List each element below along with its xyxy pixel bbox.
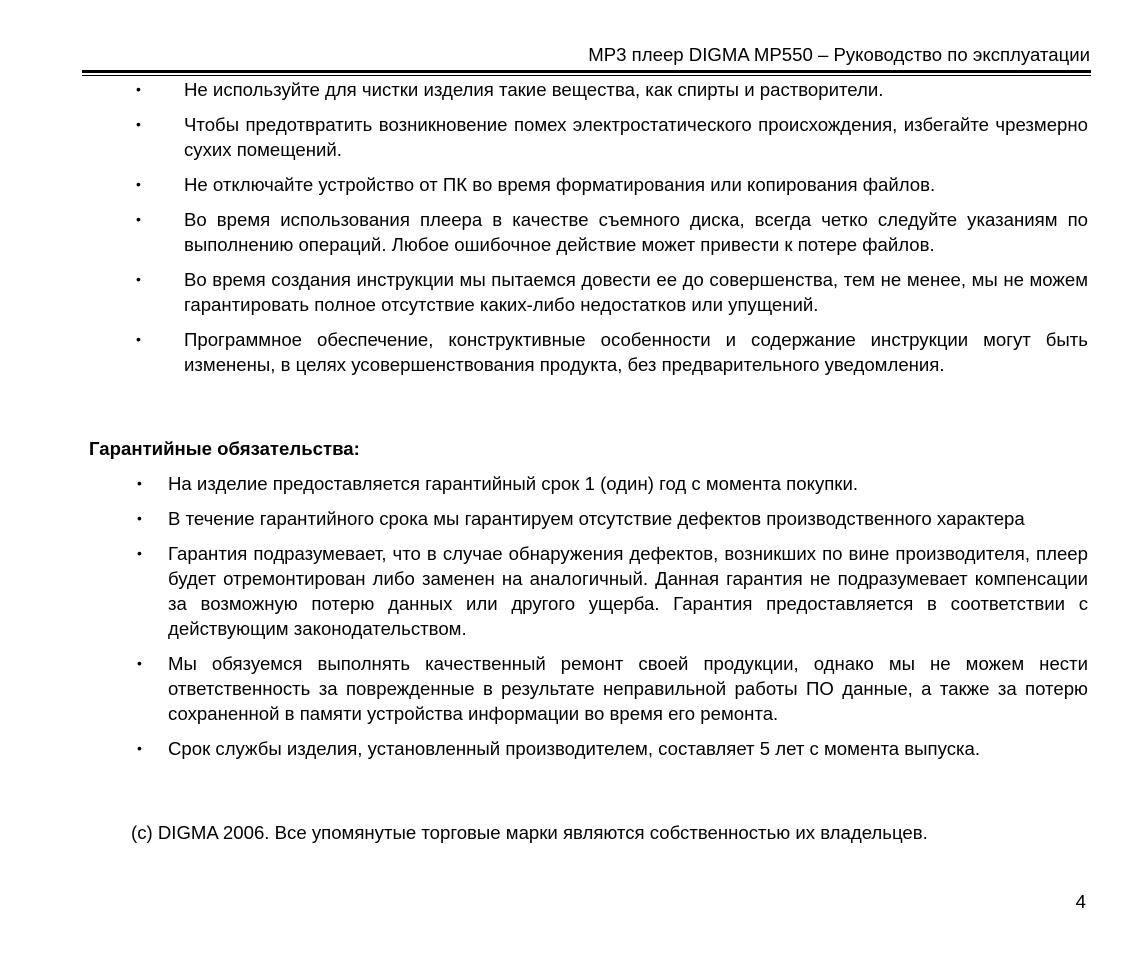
page-number: 4 [1075,891,1086,912]
list-item [136,327,1088,377]
bullet-icon: • [136,81,141,97]
list-item [137,736,1088,761]
bullet-icon: • [137,545,142,561]
list-item [136,207,1088,257]
header-rule-thick [82,70,1091,73]
list-item-text: Не отключайте устройство от ПК во время форматирования или копирования файлов. [184,174,936,195]
list-item [136,77,1088,102]
list-item-text: В течение гарантийного срока мы гарантируем отсутствие дефектов производственного характера [168,508,1025,529]
bullet-icon: • [137,655,142,671]
list-item-text: Во время использования плеера в качестве съемного диска, всегда четко следуйте указаниям по выполнению операций. Любое ошибочное действие может привести к потере файлов. [184,209,1088,255]
header-rule-thin [82,75,1091,76]
list-item [136,267,1088,317]
bullet-icon: • [136,211,141,227]
list-item-text: Чтобы предотвратить возникновение помех электростатического происхождения, избегайте чрезмерно сухих помещений. [184,114,1088,160]
bullet-icon: • [136,176,141,192]
list-item [136,112,1088,162]
list-item-text: Не используйте для чистки изделия такие вещества, как спирты и растворители. [184,79,884,100]
list-item-text: Срок службы изделия, установленный производителем, составляет 5 лет с момента выпуска. [168,738,981,759]
bullet-icon: • [136,116,141,132]
copyright-notice: (c) DIGMA 2006. Все упомянутые торговые марки являются собственностью их владельцев. [131,822,928,843]
warranty-section-title: Гарантийные обязательства: [89,438,360,459]
list-item-text: Мы обязуемся выполнять качественный ремонт своей продукции, однако мы не можем нести ответственность за поврежденные в результате неправильной работы ПО данные, а также за потерю сохраненной в памяти устройства информации во время его ремонта. [168,653,1088,724]
bullet-icon: • [136,271,141,287]
list-item-text: Во время создания инструкции мы пытаемся довести ее до совершенства, тем не менее, мы не можем гарантировать полное отсутствие каких-либо недостатков или упущений. [184,269,1088,315]
bullet-icon: • [136,331,141,347]
list-item-text: Гарантия подразумевает, что в случае обнаружения дефектов, возникших по вине производителя, плеер будет отремонтирован либо заменен на аналогичный. Данная гарантия не подразумевает компенсации за возможную потерю данных или другого ущерба. Гарантия предоставляется в соответствии с действующим законодательством. [168,543,1088,639]
list-item [137,541,1088,641]
running-header: MP3 плеер DIGMA MP550 – Руководство по эксплуатации [588,44,1090,65]
list-item [136,172,1088,197]
list-item-text: Программное обеспечение, конструктивные особенности и содержание инструкции могут быть изменены, в целях усовершенствования продукта, без предварительного уведомления. [184,329,1088,375]
care-instructions-list [136,77,1088,387]
list-item [137,506,1088,531]
list-item [137,471,1088,496]
bullet-icon: • [137,740,142,756]
list-item-text: На изделие предоставляется гарантийный срок 1 (один) год с момента покупки. [168,473,858,494]
warranty-list [137,471,1088,771]
list-item [137,651,1088,726]
bullet-icon: • [137,510,142,526]
bullet-icon: • [137,475,142,491]
